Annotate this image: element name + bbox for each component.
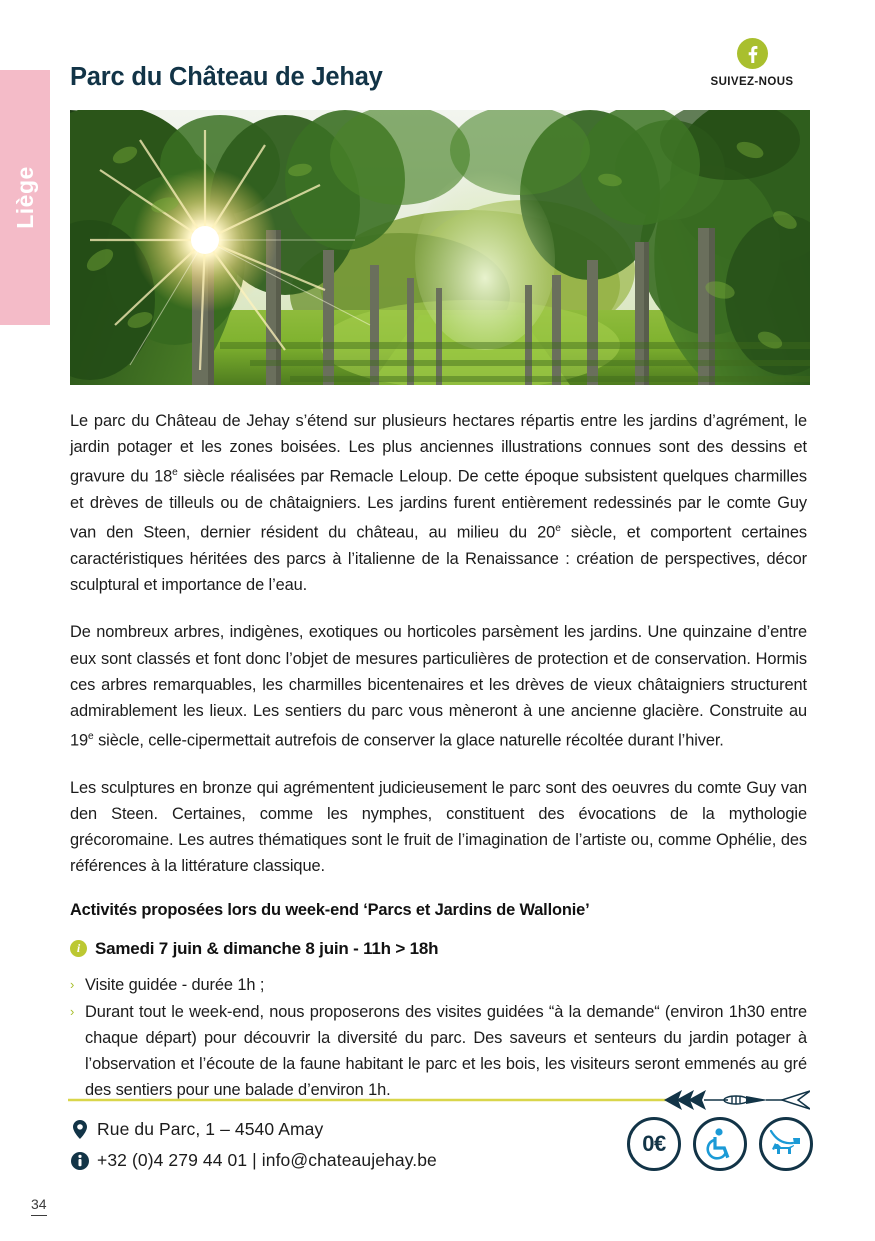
- paragraph-1: [70, 408, 807, 598]
- facebook-icon[interactable]: [737, 38, 768, 69]
- info-icon: i: [70, 940, 87, 957]
- activities-heading: Activités proposées lors du week-end ‘Parcs et Jardins de Wallonie’: [70, 900, 590, 919]
- page-title: Parc du Château de Jehay: [70, 63, 383, 91]
- ordinal-suffix: e: [555, 523, 561, 535]
- info-icon: [70, 1152, 89, 1170]
- region-tab-label: Liège: [11, 166, 38, 229]
- ordinal-suffix: e: [88, 731, 94, 743]
- paragraph-2: [70, 619, 807, 753]
- article-body: [70, 408, 807, 1105]
- list-item-text: Visite guidée - durée 1h ;: [85, 975, 265, 994]
- paragraph-2-part-b: siècle, celle-cipermettait autrefois de conserver la glace naturelle récoltée durant l’hiver.: [93, 731, 724, 750]
- address-row: [70, 1119, 590, 1140]
- follow-us-block[interactable]: [697, 38, 807, 88]
- address-text: Rue du Parc, 1 – 4540 Amay: [97, 1119, 324, 1139]
- follow-us-label: SUIVEZ-NOUS: [710, 76, 794, 88]
- wheelchair-access-badge: [693, 1117, 747, 1171]
- activities-list: [70, 972, 807, 1104]
- activities-date: Samedi 7 juin & dimanche 8 juin - 11h > 18h: [95, 938, 439, 958]
- chevron-right-icon: ›: [70, 976, 75, 992]
- activities-date-row: [70, 939, 807, 959]
- paragraph-3: Les sculptures en bronze qui agrémentent judicieusement le parc sont des oeuvres du comte Guy van den Steen. Certaines, comme les nymphes, constituent des évocations de la mythologie grécoromaine. Les autres thématiques sont le fruit de l’imagination de l’artiste ou, comme Ophélie, des références à la littérature classique.: [70, 778, 807, 876]
- list-item-text: Durant tout le week-end, nous proposerons des visites guidées “à la demande“ (environ 1h30 entre chaque départ) pour découvrir la diversité du parc. Des saveurs et senteurs du jardin potager à l’observation et l’écoute de la faune habitant le parc et les bois, les visiteurs seront emmenés au gré des sentiers pour une balade d’environ 1h.: [85, 1002, 807, 1100]
- contact-row: [70, 1150, 590, 1171]
- dogs-allowed-badge: [759, 1117, 813, 1171]
- chevron-right-icon: ›: [70, 1003, 75, 1019]
- page-number: 34: [31, 1197, 47, 1216]
- contact-text: +32 (0)4 279 44 01 | info@chateaujehay.be: [97, 1150, 437, 1170]
- map-pin-icon: [70, 1120, 89, 1139]
- paragraph-1-part-c: siècle, et comportent certaines caractéristiques héritées des parcs à l’italienne de la Renaissance : création de perspectives, décor sculptural et importance de l’eau.: [70, 523, 807, 595]
- region-tab-liege: [0, 70, 50, 325]
- hero-photo: [70, 110, 810, 385]
- footer-contact: [70, 1119, 590, 1181]
- list-item: [70, 972, 807, 998]
- ordinal-suffix: e: [172, 467, 178, 479]
- free-entry-label: 0€: [642, 1131, 666, 1156]
- paragraph-2-part-a: De nombreux arbres, indigènes, exotiques ou horticoles parsèment les jardins. Une quinzaine d’entre eux sont classés et font donc l’objet de mesures particulières de protection et de conservation. Hormis ces arbres remarquables, les charmilles bicentenaires et les drèves de vieux châtaigniers structurent admirablement les lieux. Les sentiers du parc vous mèneront à une ancienne glacière. Construite au 19: [70, 623, 807, 750]
- amenity-badges: [627, 1117, 813, 1171]
- section-divider: [68, 1087, 810, 1113]
- paragraph-1-part-b: siècle réalisées par Remacle Leloup. De cette époque subsistent quelques charmilles et drèves de tilleuls ou de châtaigniers. Les jardins furent entièrement redessinés par le comte Guy van den Steen, dernier résident du château, au milieu du 20: [70, 467, 807, 542]
- free-entry-badge: [627, 1117, 681, 1171]
- paragraph-1-part-a: Le parc du Château de Jehay s’étend sur plusieurs hectares répartis entre les jardins d’agrément, le jardin potager et les zones boisées. Les plus anciennes illustrations connues sont des dessins et gravure du 18: [70, 412, 807, 486]
